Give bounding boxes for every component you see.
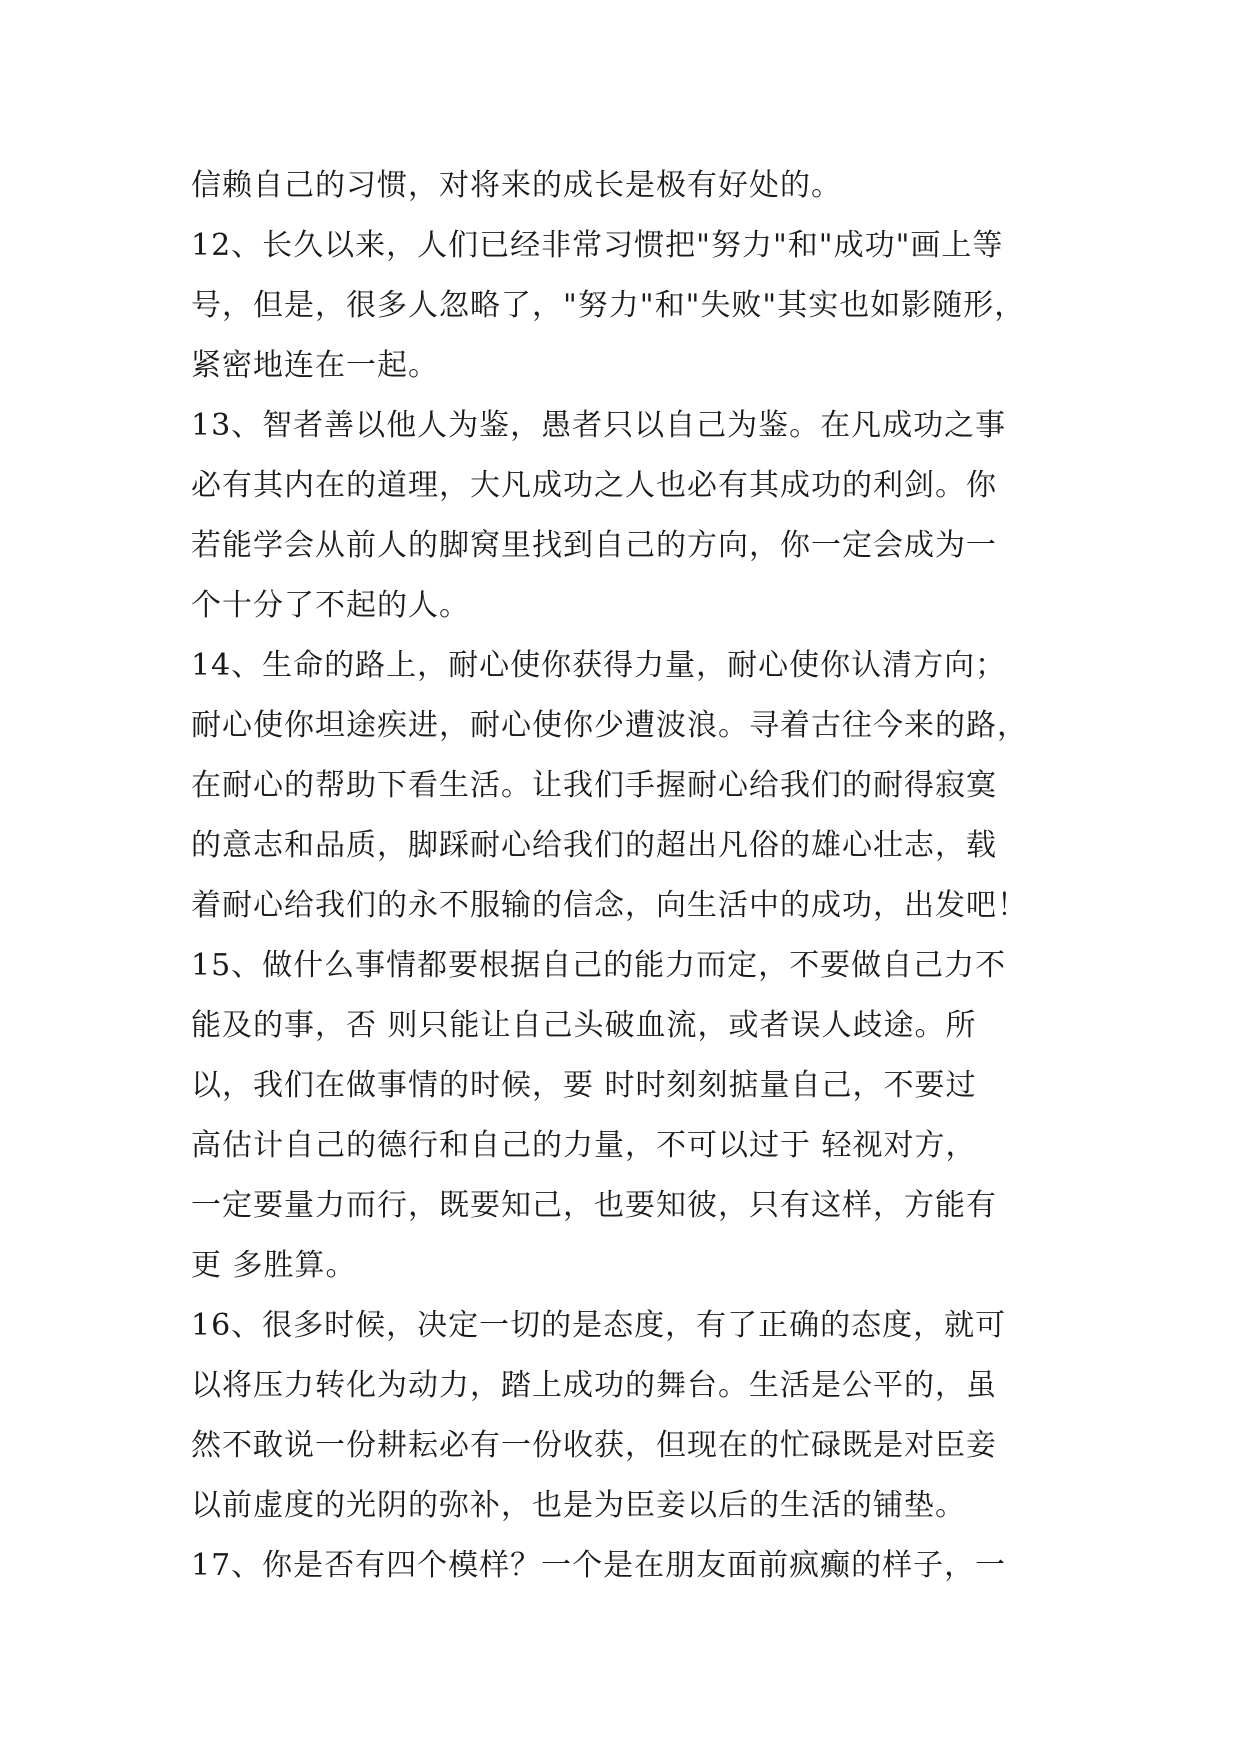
text-line: 高估计自己的德行和自己的力量，不可以过于 轻视对方， — [191, 1128, 977, 1163]
text-line: 更 多胜算。 — [191, 1248, 357, 1283]
text-line: 16、很多时候，决定一切的是态度，有了正确的态度，就可 — [191, 1308, 1007, 1343]
text-line: 个十分了不起的人。 — [191, 588, 470, 623]
text-line: 以，我们在做事情的时候，要 时时刻刻掂量自己，不要过 — [191, 1068, 977, 1103]
text-line: 14、生命的路上，耐心使你获得力量，耐心使你认清方向； — [191, 648, 1007, 683]
text-line: 以前虚度的光阴的弥补，也是为臣妾以后的生活的铺垫。 — [191, 1488, 966, 1523]
text-line: 的意志和品质，脚踩耐心给我们的超出凡俗的雄心壮志，载 — [191, 828, 997, 863]
text-line: 若能学会从前人的脚窝里找到自己的方向，你一定会成为一 — [191, 528, 997, 563]
document-body — [191, 156, 1071, 1596]
text-line: 信赖自己的习惯，对将来的成长是极有好处的。 — [191, 168, 842, 203]
text-line: 13、智者善以他人为鉴，愚者只以自己为鉴。在凡成功之事 — [191, 408, 1007, 443]
text-line: 然不敢说一份耕耘必有一份收获，但现在的忙碌既是对臣妾 — [191, 1428, 997, 1463]
text-line: 号，但是，很多人忽略了，"努力"和"失败"其实也如影随形， — [191, 288, 1026, 323]
text-line: 17、你是否有四个模样？一个是在朋友面前疯癫的样子，一 — [191, 1548, 1007, 1583]
text-line: 必有其内在的道理，大凡成功之人也必有其成功的利剑。你 — [191, 468, 997, 503]
text-line: 在耐心的帮助下看生活。让我们手握耐心给我们的耐得寂寞 — [191, 768, 997, 803]
text-line: 能及的事，否 则只能让自己头破血流，或者误人歧途。所 — [191, 1008, 977, 1043]
text-line: 一定要量力而行，既要知己，也要知彼，只有这样，方能有 — [191, 1188, 997, 1223]
text-line: 着耐心给我们的永不服输的信念，向生活中的成功，出发吧！ — [191, 888, 1028, 923]
text-line: 以将压力转化为动力，踏上成功的舞台。生活是公平的，虽 — [191, 1368, 997, 1403]
text-line: 15、做什么事情都要根据自己的能力而定，不要做自己力不 — [191, 948, 1007, 983]
text-line: 耐心使你坦途疾进，耐心使你少遭波浪。寻着古往今来的路， — [191, 708, 1028, 743]
text-line: 12、长久以来，人们已经非常习惯把"努力"和"成功"画上等 — [191, 228, 1004, 263]
text-line: 紧密地连在一起。 — [191, 348, 439, 383]
